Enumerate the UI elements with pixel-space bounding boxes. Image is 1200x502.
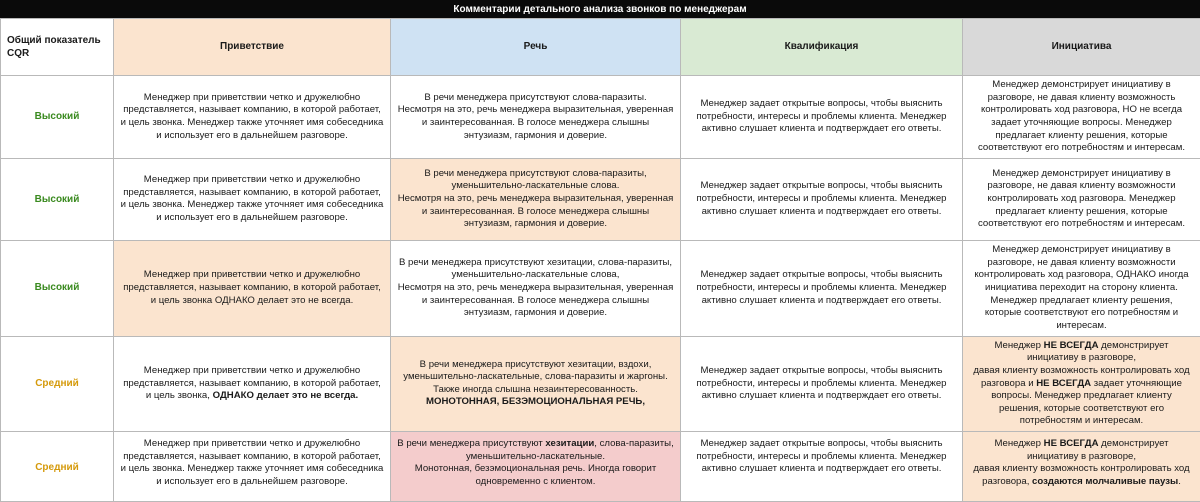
qualification-cell <box>681 76 963 159</box>
qualification-cell <box>681 240 963 336</box>
cqr-score: Средний <box>35 462 79 473</box>
greeting-cell <box>114 76 391 159</box>
table-row <box>1 158 1200 240</box>
initiative-text-part: демонстрирует инициативу в разговоре, давая клиенту возможность контролировать ход разговора, <box>973 438 1189 487</box>
speech-text-part: , слова-паразиты, уменьшительно-ласкательные. Монотонная, безэмоциональная речь. Иногда говорит одновременно с клиентом. <box>415 438 674 487</box>
initiative-text <box>969 438 1194 489</box>
table-row <box>1 432 1200 502</box>
speech-text: В речи менеджера присутствуют слова-паразиты, уменьшительно-ласкательные слова. Несмотря на это, речь менеджера выразительная, уверенная и заинтересованная. В голосе менеджера слышны энтузиазм, гармония и доверие. <box>397 168 674 231</box>
qualification-cell <box>681 336 963 432</box>
analysis-table <box>0 18 1200 502</box>
header-row <box>1 19 1200 76</box>
cqr-cell <box>1 336 114 432</box>
greeting-text: Менеджер при приветствии четко и дружелюбно представляется, называет компанию, в которой работает, и цель звонка ОДНАКО делает это не всегда. <box>120 269 384 307</box>
speech-text: В речи менеджера присутствуют хезитации, слова-паразиты, уменьшительно-ласкательные слова, Несмотря на это, речь менеджера выразительная, уверенная и заинтересованная. В голосе менеджера слышны энтузиазм, гармония и доверие. <box>397 257 674 320</box>
column-header-initiative: Инициатива <box>963 19 1200 76</box>
initiative-text-part: Менеджер <box>994 438 1043 449</box>
qualification-cell <box>681 158 963 240</box>
greeting-cell <box>114 432 391 502</box>
cqr-cell <box>1 240 114 336</box>
initiative-text-part: . <box>1178 476 1181 487</box>
speech-cell <box>391 158 681 240</box>
qualification-text: Менеджер задает открытые вопросы, чтобы выяснить потребности, интересы и проблемы клиента. Менеджер активно слушает клиента и подтверждает его ответы. <box>687 98 956 136</box>
qualification-cell <box>681 432 963 502</box>
cqr-score: Высокий <box>35 194 80 205</box>
table-title: Комментарии детального анализа звонков по менеджерам <box>0 0 1200 18</box>
qualification-text: Менеджер задает открытые вопросы, чтобы выяснить потребности, интересы и проблемы клиента. Менеджер активно слушает клиента и подтверждает его ответы. <box>687 180 956 218</box>
speech-text: В речи менеджера присутствуют слова-паразиты. Несмотря на это, речь менеджера выразительная, уверенная и заинтересованная. В голосе менеджера слышны энтузиазм, гармония и доверие. <box>397 92 674 143</box>
speech-cell <box>391 336 681 432</box>
cqr-score: Средний <box>35 378 79 389</box>
initiative-text: Менеджер демонстрирует инициативу в разговоре, не давая клиенту возможности контролировать ход разговора. Менеджер предлагает клиенту решения, которые соответствуют его потребностям и интересам. <box>969 168 1194 231</box>
table-row <box>1 336 1200 432</box>
column-header-greeting: Приветствие <box>114 19 391 76</box>
initiative-emphasis: НЕ ВСЕГДА <box>1036 378 1091 389</box>
column-header-cqr: Общий показатель CQR <box>1 19 114 76</box>
speech-cell <box>391 432 681 502</box>
greeting-text: Менеджер при приветствии четко и дружелюбно представляется, называет компанию, в которой работает, и цель звонка. Менеджер также уточняет имя собеседника и использует его в дальнейшем разговоре. <box>120 174 384 225</box>
column-header-qualification: Квалификация <box>681 19 963 76</box>
speech-emphasis: хезитации <box>545 438 594 449</box>
qualification-text: Менеджер задает открытые вопросы, чтобы выяснить потребности, интересы и проблемы клиента. Менеджер активно слушает клиента и подтверждает его ответы. <box>687 438 956 476</box>
greeting-text: Менеджер при приветствии четко и дружелюбно представляется, называет компанию, в которой работает, и цель звонка. Менеджер также уточняет имя собеседника и использует его в дальнейшем разговоре. <box>120 92 384 143</box>
cqr-cell <box>1 432 114 502</box>
initiative-cell <box>963 158 1200 240</box>
initiative-text <box>969 340 1194 429</box>
initiative-text-part: задает уточняющие вопросы. Менеджер предлагает клиенту решения, которые соответствуют его потребностям и интересам. <box>991 378 1182 427</box>
qualification-text: Менеджер задает открытые вопросы, чтобы выяснить потребности, интересы и проблемы клиента. Менеджер активно слушает клиента и подтверждает его ответы. <box>687 365 956 403</box>
initiative-cell <box>963 432 1200 502</box>
cqr-cell <box>1 76 114 159</box>
table-row <box>1 76 1200 159</box>
cqr-score: Высокий <box>35 282 80 293</box>
initiative-cell <box>963 336 1200 432</box>
greeting-emphasis: ОДНАКО делает это не всегда. <box>213 390 359 401</box>
initiative-emphasis: НЕ ВСЕГДА <box>1044 438 1099 449</box>
cqr-cell <box>1 158 114 240</box>
speech-text: В речи менеджера присутствуют хезитации, вздохи, уменьшительно-ласкательные, слова-паразиты и жаргоны. Также иногда слышна незаинтересованность. <box>397 359 674 397</box>
greeting-text: Менеджер при приветствии четко и дружелюбно представляется, называет компанию, в которой работает, и цель звонка. Менеджер также уточняет имя собеседника и использует его в дальнейшем разговоре. <box>120 438 384 489</box>
cqr-score: Высокий <box>35 111 80 122</box>
speech-text <box>397 438 674 489</box>
column-header-speech: Речь <box>391 19 681 76</box>
initiative-emphasis: НЕ ВСЕГДА <box>1044 340 1099 351</box>
initiative-emphasis: создаются молчаливые паузы <box>1032 476 1178 487</box>
initiative-text: Менеджер демонстрирует инициативу в разговоре, не давая клиенту возможности контролировать ход разговора, ОДНАКО иногда инициатива переходит на сторону клиента. Менеджер предлагает клиенту решения, которые соответствуют его потребностям и интересам. <box>969 244 1194 333</box>
greeting-text <box>120 365 384 403</box>
initiative-text-part: демонстрирует инициативу в разговоре, давая клиенту возможность контролировать ход разговора и <box>973 340 1189 389</box>
qualification-text: Менеджер задает открытые вопросы, чтобы выяснить потребности, интересы и проблемы клиента. Менеджер активно слушает клиента и подтверждает его ответы. <box>687 269 956 307</box>
initiative-cell <box>963 76 1200 159</box>
speech-cell <box>391 240 681 336</box>
speech-emphasis: МОНОТОННАЯ, БЕЗЭМОЦИОНАЛЬНАЯ РЕЧЬ, <box>397 396 674 409</box>
initiative-text: Менеджер демонстрирует инициативу в разговоре, не давая клиенту возможность контролировать ход разговора, НО не всегда задает уточняющие вопросы. Менеджер предлагает клиенту решения, которые соответствуют его потребностям и интересам. <box>969 79 1194 155</box>
speech-cell <box>391 76 681 159</box>
greeting-cell <box>114 240 391 336</box>
greeting-text-part: Менеджер при приветствии четко и дружелюбно представляется, называет компанию, в которой работает, и цель звонка, <box>123 365 381 401</box>
table-row <box>1 240 1200 336</box>
initiative-text-part: Менеджер <box>994 340 1043 351</box>
greeting-cell <box>114 158 391 240</box>
speech-text-part: В речи менеджера присутствуют <box>397 438 545 449</box>
initiative-cell <box>963 240 1200 336</box>
greeting-cell <box>114 336 391 432</box>
